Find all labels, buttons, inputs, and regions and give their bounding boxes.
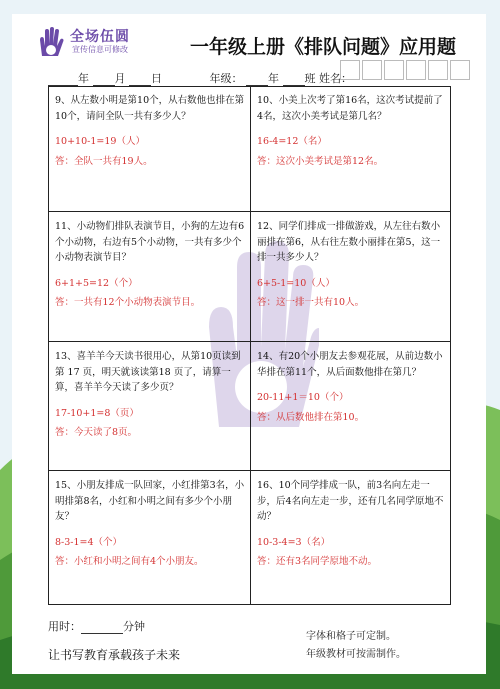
problem-11 — [55, 219, 245, 311]
year-label: 年 — [78, 72, 89, 85]
problem-16 — [257, 478, 447, 570]
problem-9 — [55, 93, 245, 169]
problem-12 — [257, 219, 447, 311]
problem-equation: 16-4=12（名） — [257, 136, 327, 147]
problem-answer: 答：全队一共有19人。 — [55, 155, 153, 167]
time-blank[interactable] — [81, 621, 123, 634]
time-unit: 分钟 — [123, 620, 145, 633]
problem-14 — [257, 349, 447, 425]
problem-question: 9、从左数小明是第10个，从右数他也排在第10个，请问全队一共有多少人？ — [55, 95, 245, 122]
day-label: 日 — [151, 72, 162, 85]
problem-question: 10、小美上次考了第16名，这次考试提前了4名，这次小美考试是第几名？ — [257, 95, 443, 122]
month-label: 月 — [114, 72, 126, 85]
name-box[interactable] — [384, 60, 404, 80]
logo-name: 全场伍圆 — [70, 29, 130, 45]
footer-slogan: 让书写教育承载孩子未来 — [48, 648, 181, 662]
problem-equation: 20-11+1＝10（个） — [257, 392, 349, 403]
problem-equation: 6+5-1=10（人） — [257, 277, 335, 289]
problem-answer: 答：这一排一共有10人。 — [257, 297, 365, 308]
note-line-2: 年级教材可按需制作。 — [306, 649, 406, 660]
time-spent-line — [48, 618, 145, 634]
problem-equation: 10+10-1=19（人） — [55, 136, 145, 147]
class-blank[interactable] — [283, 73, 305, 86]
name-box[interactable] — [428, 60, 448, 80]
grade-label: 年级： — [209, 72, 243, 85]
name-box[interactable] — [450, 60, 470, 80]
year-blank[interactable] — [48, 73, 78, 86]
time-label: 用时： — [48, 620, 81, 633]
problem-equation: 17-10+1=8（页） — [55, 407, 139, 419]
note-line-1: 字体和格子可定制。 — [306, 631, 396, 642]
problem-question: 12、同学们排成一排做游戏，从左往右数小丽排在第6，从右往左数小丽排在第5，这一排一共多少人？ — [257, 221, 441, 263]
problem-question: 13、喜羊羊今天读书很用心，从第10页读到第 17 页，明天就该读第18 页了，请算一算，喜羊羊今天读了多少页？ — [55, 351, 241, 393]
name-box[interactable] — [362, 60, 382, 80]
logo-tagline: 宣传信息可修改 — [72, 45, 128, 54]
row-divider — [49, 341, 450, 342]
problem-answer: 答：今天读了8页。 — [55, 427, 138, 438]
brand-logo — [36, 26, 176, 60]
problem-equation: 6+1+5=12（个） — [55, 277, 138, 289]
problem-equation: 8-3-1=4（个） — [55, 536, 123, 548]
problem-question: 11、小动物们排队表演节目，小狗的左边有6个小动物，右边有5个小动物，一共有多少个小动物表演节目？ — [55, 221, 245, 263]
student-info-line — [48, 70, 352, 86]
problem-answer: 答：从后数他排在第10。 — [257, 411, 365, 423]
column-divider — [250, 87, 251, 604]
problem-question: 15、小朋友排成一队回家，小红排第3名，小明排第8名，小红和小明之间有多少个小朋友？ — [55, 480, 245, 522]
problem-question: 16、10个同学排成一队，前3名向左走一步，后4名向左走一步，还有几名同学原地不动？ — [257, 480, 444, 522]
row-divider — [49, 470, 450, 471]
hand-logo-icon — [36, 26, 66, 60]
name-box[interactable] — [340, 60, 360, 80]
problem-answer: 答：这次小美考试是第12名。 — [257, 155, 384, 167]
grade-year-label: 年 — [268, 72, 279, 85]
problem-13 — [55, 349, 245, 441]
problem-15 — [55, 478, 245, 570]
month-blank[interactable] — [93, 73, 115, 86]
day-blank[interactable] — [129, 73, 151, 86]
problem-answer: 答：一共有12个小动物表演节目。 — [55, 297, 201, 308]
problem-answer: 答：小红和小明之间有4个小朋友。 — [55, 556, 204, 567]
problem-answer: 答：还有3名同学原地不动。 — [257, 556, 378, 567]
problem-grid — [48, 86, 451, 605]
name-box[interactable] — [406, 60, 426, 80]
class-name-label: 班 姓名： — [304, 72, 352, 85]
row-divider — [49, 211, 450, 212]
page-title: 一年级上册《排队问题》应用题 — [190, 36, 457, 58]
customization-note — [306, 628, 406, 664]
problem-question: 14、有20个小朋友去参观花展，从前边数小华排在第11个，从后面数他排在第几？ — [257, 351, 443, 378]
problem-10 — [257, 93, 447, 169]
grade-blank[interactable] — [246, 73, 268, 86]
problem-equation: 10-3-4=3（名） — [257, 536, 331, 548]
